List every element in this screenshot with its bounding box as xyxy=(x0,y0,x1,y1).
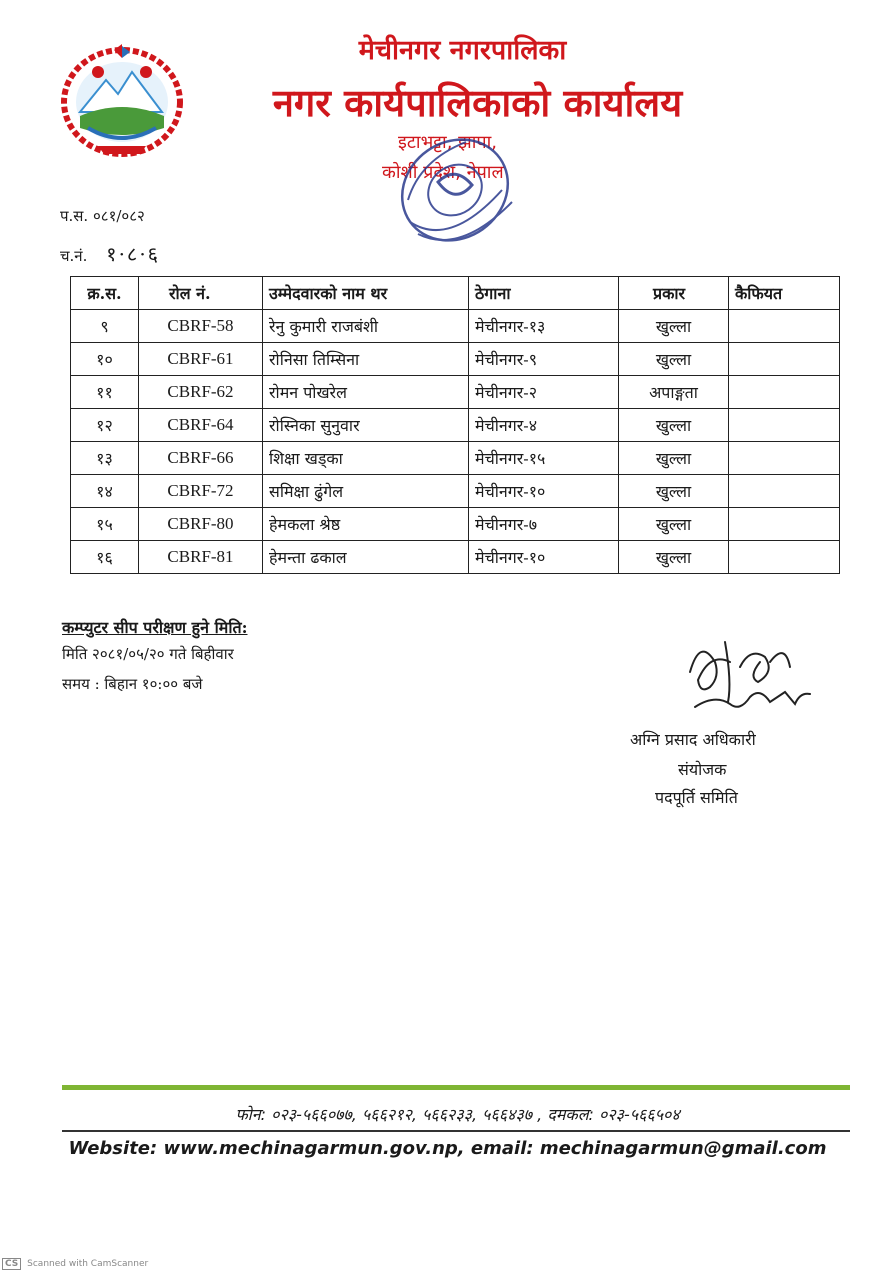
cell-sn: ११ xyxy=(71,376,139,409)
cell-type: खुल्ला xyxy=(619,508,729,541)
col-header-address: ठेगाना xyxy=(469,277,619,310)
footer-website-email: Website: www.mechinagarmun.gov.np, email: mechinagarmun@gmail.com xyxy=(68,1138,827,1159)
cell-roll: CBRF-66 xyxy=(139,442,263,475)
cell-roll: CBRF-64 xyxy=(139,409,263,442)
table-row xyxy=(71,409,840,442)
cell-remarks xyxy=(729,376,840,409)
dispatch-number-ref xyxy=(60,240,160,267)
cell-address: मेचीनगर-७ xyxy=(469,508,619,541)
col-header-name: उम्मेदवारको नाम थर xyxy=(263,277,469,310)
table-row xyxy=(71,541,840,574)
cell-remarks xyxy=(729,541,840,574)
dispatch-number: १·८·६ xyxy=(106,242,161,266)
cell-remarks xyxy=(729,508,840,541)
address-line-2: कोशी प्रदेश, नेपाल xyxy=(382,162,504,183)
exam-date: मिति २०८१/०५/२० गते बिहीवार xyxy=(62,645,234,663)
table-row xyxy=(71,376,840,409)
col-header-remarks: कैफियत xyxy=(729,277,840,310)
camscanner-text: Scanned with CamScanner xyxy=(27,1259,149,1269)
cell-address: मेचीनगर-२ xyxy=(469,376,619,409)
cell-address: मेचीनगर-१३ xyxy=(469,310,619,343)
table-header-row xyxy=(71,277,840,310)
cell-address: मेचीनगर-१५ xyxy=(469,442,619,475)
table-row xyxy=(71,508,840,541)
cell-name: शिक्षा खड्का xyxy=(263,442,469,475)
cell-name: हेमन्ता ढकाल xyxy=(263,541,469,574)
signatory-role: संयोजक xyxy=(678,760,727,779)
cell-type: खुल्ला xyxy=(619,475,729,508)
signatory-committee: पदपूर्ति समिति xyxy=(655,788,738,807)
footer-divider-dark xyxy=(62,1130,850,1132)
cell-type: खुल्ला xyxy=(619,541,729,574)
cell-sn: १३ xyxy=(71,442,139,475)
signatory-name: अग्नि प्रसाद अधिकारी xyxy=(630,730,756,749)
camscanner-watermark xyxy=(2,1258,148,1270)
office-name: नगर कार्यपालिकाको कार्यालय xyxy=(272,81,683,125)
camscanner-logo-icon: CS xyxy=(2,1258,21,1270)
cell-roll: CBRF-58 xyxy=(139,310,263,343)
cell-roll: CBRF-80 xyxy=(139,508,263,541)
cell-sn: १४ xyxy=(71,475,139,508)
address-line-1: इटाभट्टा, झापा, xyxy=(398,132,498,153)
table-row xyxy=(71,310,840,343)
footer-divider-green xyxy=(62,1085,850,1090)
cell-roll: CBRF-61 xyxy=(139,343,263,376)
col-header-type: प्रकार xyxy=(619,277,729,310)
cell-remarks xyxy=(729,409,840,442)
cell-remarks xyxy=(729,475,840,508)
cell-roll: CBRF-72 xyxy=(139,475,263,508)
fiscal-year-ref: प.स. ०८१/०८२ xyxy=(60,207,145,225)
cell-address: मेचीनगर-१० xyxy=(469,475,619,508)
cell-remarks xyxy=(729,343,840,376)
cell-remarks xyxy=(729,310,840,343)
cell-address: मेचीनगर-१० xyxy=(469,541,619,574)
cell-type: अपाङ्गता xyxy=(619,376,729,409)
table-row xyxy=(71,442,840,475)
cell-sn: १० xyxy=(71,343,139,376)
cell-address: मेचीनगर-४ xyxy=(469,409,619,442)
cell-name: समिक्षा ढुंगेल xyxy=(263,475,469,508)
cell-type: खुल्ला xyxy=(619,442,729,475)
cell-type: खुल्ला xyxy=(619,343,729,376)
dispatch-label: च.नं. xyxy=(60,247,88,265)
table-row xyxy=(71,343,840,376)
cell-roll: CBRF-81 xyxy=(139,541,263,574)
cell-type: खुल्ला xyxy=(619,409,729,442)
exam-time: समय : बिहान १०:०० बजे xyxy=(62,675,203,693)
cell-name: रोस्निका सुनुवार xyxy=(263,409,469,442)
cell-name: रोमन पोखरेल xyxy=(263,376,469,409)
cell-sn: ९ xyxy=(71,310,139,343)
col-header-sn: क्र.स. xyxy=(71,277,139,310)
cell-address: मेचीनगर-९ xyxy=(469,343,619,376)
official-seal-stamp xyxy=(380,130,530,265)
footer-phone-numbers: फोन: ०२३-५६६०७७, ५६६२१२, ५६६२३३, ५६६४३७ , दमकल: ०२३-५६६५०४ xyxy=(235,1105,680,1124)
handwritten-signature xyxy=(670,632,820,722)
cell-sn: १२ xyxy=(71,409,139,442)
cell-sn: १५ xyxy=(71,508,139,541)
cell-name: हेमकला श्रेष्ठ xyxy=(263,508,469,541)
exam-heading: कम्प्युटर सीप परीक्षण हुने मिति: xyxy=(62,618,248,637)
cell-roll: CBRF-62 xyxy=(139,376,263,409)
cell-type: खुल्ला xyxy=(619,310,729,343)
table-row xyxy=(71,475,840,508)
cell-sn: १६ xyxy=(71,541,139,574)
col-header-roll: रोल नं. xyxy=(139,277,263,310)
cell-name: रेनु कुमारी राजबंशी xyxy=(263,310,469,343)
cell-name: रोनिसा तिम्सिना xyxy=(263,343,469,376)
cell-remarks xyxy=(729,442,840,475)
municipality-name: मेचीनगर नगरपालिका xyxy=(358,35,567,66)
candidate-results-table xyxy=(70,276,840,574)
